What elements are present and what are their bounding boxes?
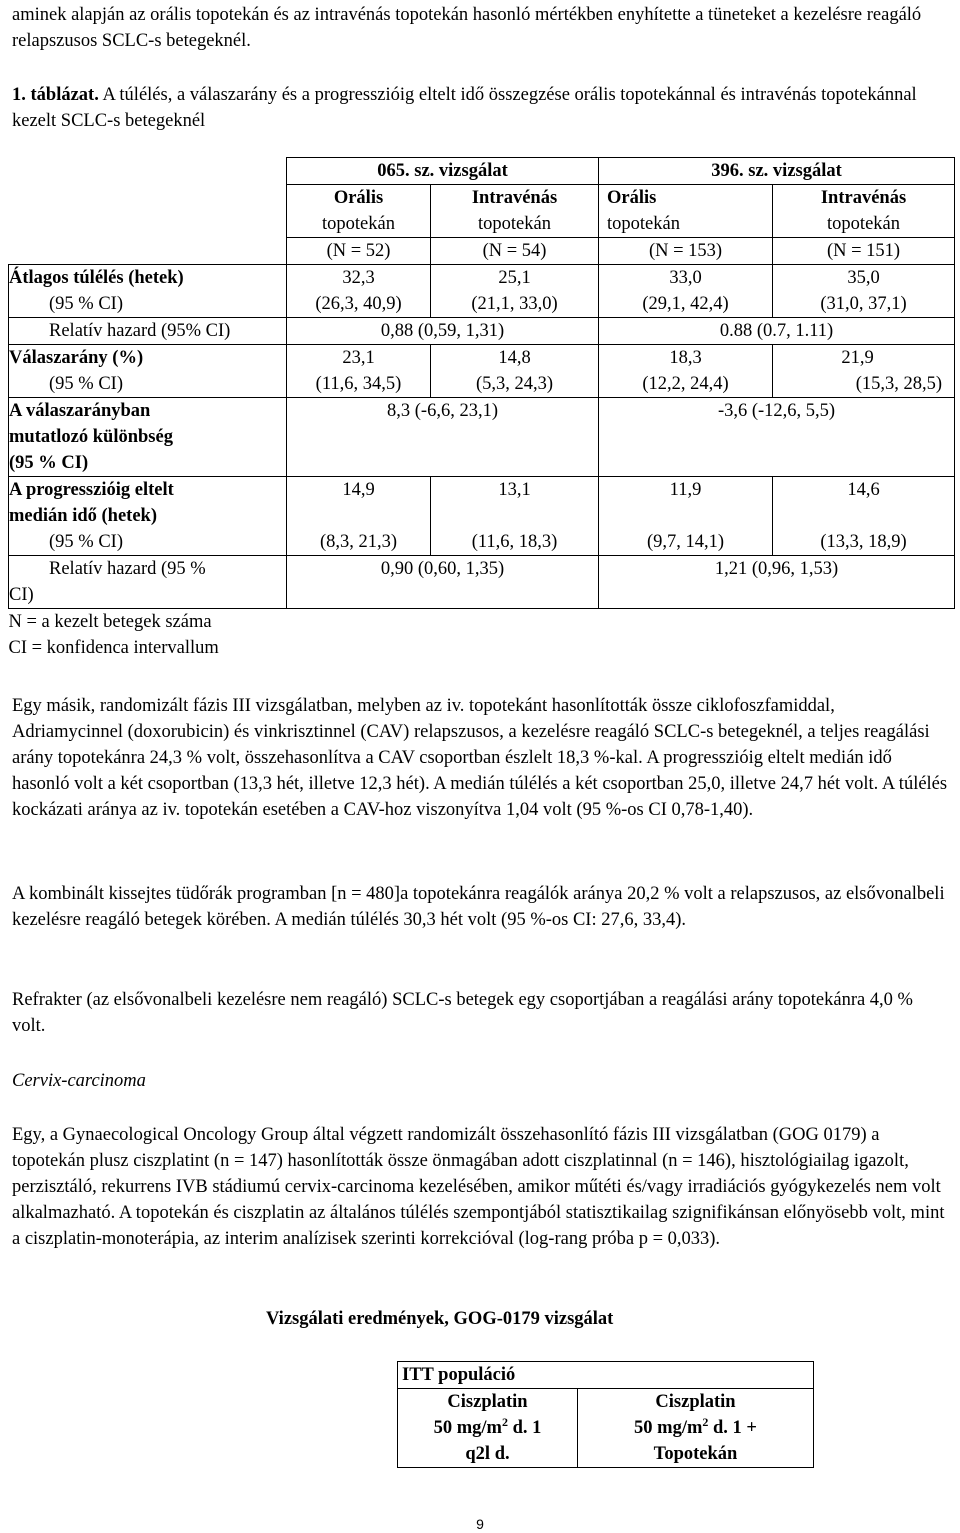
table1-cell: 0,90 (0,60, 1,35): [287, 556, 599, 609]
table1-row-label: Válaszarány (%) (95 % CI): [9, 345, 287, 398]
table1-study1-header: 065. sz. vizsgálat: [287, 158, 599, 185]
table1-n-cell: (N = 153): [599, 238, 773, 265]
table2: [397, 1361, 814, 1468]
table1-cell: 32,3 (26,3, 40,9): [287, 265, 431, 318]
table1-col-header: Orális topotekán: [599, 185, 773, 238]
table1-cell: 14,6 (13,3, 18,9): [773, 477, 955, 556]
table1-cell: 13,1 (11,6, 18,3): [431, 477, 599, 556]
table1-cell: -3,6 (-12,6, 5,5): [599, 398, 955, 477]
table1-empty-corner: [9, 158, 287, 265]
table2-col-header: Ciszplatin 50 $mg/m^2$ d. 1 q2l d.: [398, 1389, 578, 1468]
paragraph-5: Egy, a Gynaecological Oncology Group által végzett randomizált összehasonlító fázis III vizsgálatban (GOG 0179) a topotekán plusz ciszplatint (n = 147) hasonlították össze önmagában adott ciszplatinnal (n = 146), hisztológiailag igazolt, perzisztáló, rekurrens IVB stádiumú cervix-carcinoma kezelésében, amikor műtéti és/vagy irradiációs gyógykezelés nem volt alkalmazható. A topotekán és ciszplatin az általános túlélés szempontjából statisztikailag szignifikánsan előnyösebb volt, mint a ciszplatin-monoterápia, az interim analízisek szerinti korrekcióval (log-rang próba p = 0,033).: [12, 1125, 945, 1249]
table1-cell: 0,88 (0,59, 1,31): [287, 318, 599, 345]
table1-cell: 0.88 (0.7, 1.11): [599, 318, 955, 345]
page-number: 9: [476, 1516, 484, 1532]
table1-cell: 21,9 (15,3, 28,5): [773, 345, 955, 398]
table1-cell: 14,8 (5,3, 24,3): [431, 345, 599, 398]
section-heading-cervix: Cervix-carcinoma: [12, 1071, 146, 1091]
table1: [8, 157, 955, 661]
table1-cell: 11,9 (9,7, 14,1): [599, 477, 773, 556]
table1-cell: 33,0 (29,1, 42,4): [599, 265, 773, 318]
table1-footnote: N = a kezelt betegek száma CI = konfidenca intervallum: [8, 612, 219, 658]
table1-row-label: Átlagos túlélés (hetek) (95 % CI): [9, 265, 287, 318]
table1-row-label: A válaszarányban mutatlozó különbség (95 % CI): [9, 398, 287, 477]
table1-cell: 8,3 (-6,6, 23,1): [287, 398, 599, 477]
table1-n-cell: (N = 52): [287, 238, 431, 265]
table1-cell: 14,9 (8,3, 21,3): [287, 477, 431, 556]
table1-col-header: Intravénás topotekán: [773, 185, 955, 238]
table1-cell: 18,3 (12,2, 24,4): [599, 345, 773, 398]
table1-cell: 25,1 (21,1, 33,0): [431, 265, 599, 318]
table1-cell: 35,0 (31,0, 37,1): [773, 265, 955, 318]
table1-cell: 1,21 (0,96, 1,53): [599, 556, 955, 609]
table1-n-cell: (N = 151): [773, 238, 955, 265]
table1-cell: 23,1 (11,6, 34,5): [287, 345, 431, 398]
table1-row-label: Relatív hazard (95 % CI): [9, 556, 287, 609]
table2-title: Vizsgálati eredmények, GOG-0179 vizsgálat: [266, 1309, 614, 1329]
table2-col-header: Ciszplatin 50 $mg/m^2$ d. 1 + Topotekán: [578, 1389, 814, 1468]
table2-header: ITT populáció: [398, 1362, 814, 1389]
table1-caption: 1. táblázat. A túlélés, a válaszarány és a progresszióig eltelt idő összegzése orális topotekánnal és intravénás topotekánnal kezelt SCLC-s betegeknél: [12, 85, 917, 131]
table1-col-header: Orális topotekán: [287, 185, 431, 238]
table1-col-header: Intravénás topotekán: [431, 185, 599, 238]
table1-study2-header: 396. sz. vizsgálat: [599, 158, 955, 185]
table1-row-label: Relatív hazard (95% CI): [9, 318, 287, 345]
paragraph-4: Refrakter (az elsővonalbeli kezelésre nem reagáló) SCLC-s betegek egy csoportjában a reagálási arány topotekánra 4,0 % volt.: [12, 990, 913, 1036]
paragraph-3: A kombinált kissejtes tüdőrák programban [n = 480]a topotekánra reagálók aránya 20,2 % volt a relapszusos, az elsővonalbeli kezelésre reagáló betegek körében. A medián túlélés 30,3 hét volt (95 %-os CI: 27,6, 33,4).: [12, 884, 945, 930]
intro-paragraph: aminek alapján az orális topotekán és az intravénás topotekán hasonló mértékben enyhítette a tüneteket a kezelésre reagáló relapszusos SCLC-s betegeknél.: [12, 5, 922, 51]
table1-n-cell: (N = 54): [431, 238, 599, 265]
paragraph-2: Egy másik, randomizált fázis III vizsgálatban, melyben az iv. topotekánt hasonlították össze ciklofoszfamiddal, Adriamycinnel (doxorubicin) és vinkrisztinnel (CAV) relapszusos, a kezelésre reagáló SCLC-s betegeknél, a teljes reagálási arány topotekánra 24,3 % volt, összehasonlítva a CAV csoportban észlelt 18,3 %-kal. A progresszióig eltelt medián idő hasonló volt a két csoportban (13,3 hét, illetve 12,3 hét). A medián túlélés a két csoportban 25,0, illetve 24,7 hét volt. A túlélés kockázati aránya az iv. topotekán esetében a CAV-hoz viszonyítva 1,04 volt (95 %-os CI 0,78-1,40).: [12, 696, 948, 820]
table1-row-label: A progresszióig eltelt medián idő (hetek) (95 % CI): [9, 477, 287, 556]
